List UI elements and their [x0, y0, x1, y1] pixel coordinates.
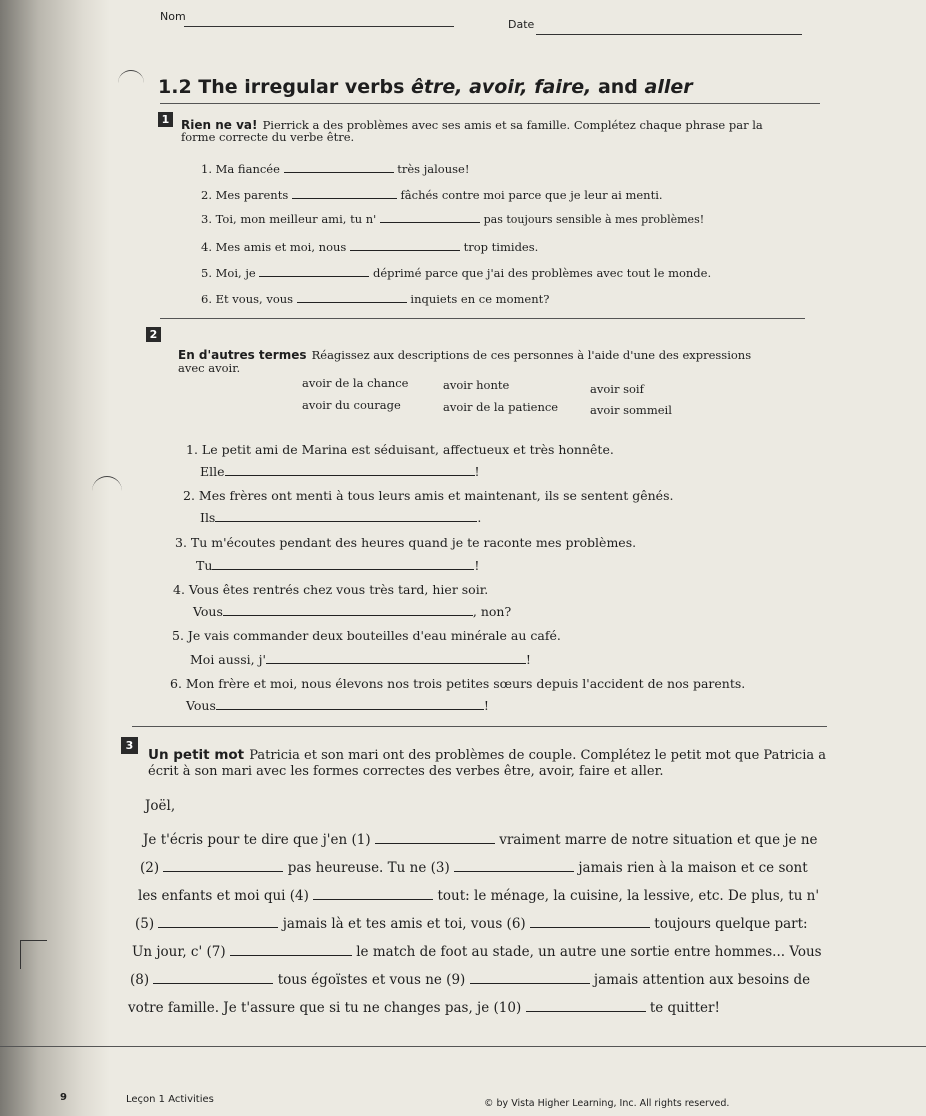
binder-ring-top	[118, 70, 144, 85]
name-blank[interactable]	[184, 26, 454, 27]
letter-line-6: (8) tous égoïstes et vous ne (9) jamais attention aux besoins de	[130, 972, 811, 988]
ex1-item-6: 6. Et vous, vous inquiets en ce moment?	[201, 292, 550, 306]
expression-bank-item: avoir du courage	[302, 398, 401, 412]
ex1-item-4: 4. Mes amis et moi, nous trop timides.	[201, 240, 539, 254]
ex2-prompt-4: 4. Vous êtes rentrés chez vous très tard, hier soir.	[173, 582, 489, 597]
lesson-label: Leçon 1 Activities	[126, 1094, 214, 1105]
ex2-answer-6: Vous !	[186, 698, 489, 713]
exercise-1-heading: Rien ne va!	[181, 118, 258, 132]
exercise-3-instructions-line2: écrit à son mari avec les formes correctes des verbes être, avoir, faire et aller.	[148, 764, 664, 779]
letter-line-2: (2) pas heureuse. Tu ne (3) jamais rien à la maison et ce sont	[140, 860, 808, 876]
answer-blank-9[interactable]	[470, 973, 590, 984]
expression-bank-item: avoir sommeil	[590, 403, 672, 417]
ex2-answer-5: Moi aussi, j' !	[190, 652, 531, 667]
answer-blank-2[interactable]	[163, 861, 283, 872]
name-label: Nom	[160, 10, 186, 23]
ex2-prompt-6: 6. Mon frère et moi, nous élevons nos trois petites sœurs depuis l'accident de nos parents.	[170, 676, 746, 691]
letter-greeting: Joël,	[145, 798, 176, 814]
answer-blank[interactable]	[292, 188, 397, 199]
exercise-3-instructions: Un petit mot Patricia et son mari ont des problèmes de couple. Complétez le petit mot que Patricia a	[148, 747, 827, 763]
date-label: Date	[508, 18, 535, 31]
answer-blank[interactable]	[212, 559, 474, 570]
ex1-item-1: 1. Ma fiancée très jalouse!	[201, 162, 470, 176]
exercise-3-heading: Un petit mot	[148, 747, 245, 763]
answer-blank-10[interactable]	[526, 1001, 646, 1012]
exercise-2-heading: En d'autres termes	[178, 348, 307, 362]
copyright: © by Vista Higher Learning, Inc. All rights reserved.	[484, 1098, 730, 1109]
exercise-2-instructions: En d'autres termes Réagissez aux descriptions de ces personnes à l'aide d'une des expressions	[178, 348, 752, 362]
ex1-item-2: 2. Mes parents fâchés contre moi parce que je leur ai menti.	[201, 188, 663, 202]
expression-bank-item: avoir soif	[590, 382, 644, 396]
expression-bank-item: avoir de la chance	[302, 376, 409, 390]
answer-blank[interactable]	[216, 699, 484, 710]
answer-blank[interactable]	[223, 605, 473, 616]
section-rule	[132, 726, 827, 727]
date-blank[interactable]	[536, 34, 802, 35]
answer-blank[interactable]	[259, 266, 369, 277]
answer-blank[interactable]	[225, 465, 475, 476]
expression-bank-item: avoir honte	[443, 378, 510, 392]
answer-blank-3[interactable]	[454, 861, 574, 872]
title-rule	[160, 103, 820, 104]
ex2-prompt-5: 5. Je vais commander deux bouteilles d'eau minérale au café.	[172, 628, 561, 643]
ex2-prompt-1: 1. Le petit ami de Marina est séduisant, affectueux et très honnête.	[186, 442, 614, 457]
binder-ring-middle	[92, 476, 122, 495]
footer-rule	[0, 1046, 926, 1047]
page-shadow	[0, 0, 110, 1116]
letter-line-5: Un jour, c' (7) le match de foot au stade, un autre une sortie entre hommes... Vous	[132, 944, 822, 960]
exercise-1-number: 1	[158, 112, 173, 127]
letter-line-7: votre famille. Je t'assure que si tu ne changes pas, je (10) te quitter!	[128, 1000, 720, 1016]
letter-line-3: les enfants et moi qui (4) tout: le ménage, la cuisine, la lessive, etc. De plus, tu n'	[138, 888, 820, 904]
answer-blank[interactable]	[266, 653, 526, 664]
binder-ring-bottom	[20, 940, 47, 969]
page-number: 9	[60, 1092, 67, 1103]
answer-blank-6[interactable]	[530, 917, 650, 928]
answer-blank-5[interactable]	[158, 917, 278, 928]
answer-blank[interactable]	[284, 162, 394, 173]
ex2-answer-1: Elle !	[200, 464, 480, 479]
answer-blank[interactable]	[215, 511, 477, 522]
letter-line-4: (5) jamais là et tes amis et toi, vous (6) toujours quelque part:	[135, 916, 808, 932]
answer-blank[interactable]	[350, 240, 460, 251]
exercise-2-number: 2	[146, 327, 161, 342]
ex2-answer-4: Vous , non?	[193, 604, 512, 619]
ex2-prompt-2: 2. Mes frères ont menti à tous leurs amis et maintenant, ils se sentent gênés.	[183, 488, 674, 503]
ex1-item-3: 3. Toi, mon meilleur ami, tu n' pas toujours sensible à mes problèmes!	[201, 212, 705, 226]
ex2-answer-2: Ils .	[200, 510, 482, 525]
answer-blank[interactable]	[297, 292, 407, 303]
expression-bank-item: avoir de la patience	[443, 400, 559, 414]
answer-blank-4[interactable]	[313, 889, 433, 900]
exercise-2-instructions-line2: avec avoir.	[178, 361, 241, 375]
answer-blank-8[interactable]	[153, 973, 273, 984]
answer-blank-1[interactable]	[375, 833, 495, 844]
exercise-1-instructions: Rien ne va! Pierrick a des problèmes avec ses amis et sa famille. Complétez chaque phrase par la	[181, 118, 763, 132]
ex2-answer-3: Tu !	[196, 558, 480, 573]
page-title: 1.2 The irregular verbs être, avoir, faire, and aller	[158, 76, 693, 98]
answer-blank-7[interactable]	[230, 945, 352, 956]
ex1-item-5: 5. Moi, je déprimé parce que j'ai des problèmes avec tout le monde.	[201, 266, 712, 280]
letter-line-1: Je t'écris pour te dire que j'en (1) vraiment marre de notre situation et que je ne	[143, 832, 818, 848]
exercise-3-number: 3	[121, 737, 138, 754]
exercise-1-instructions-line2: forme correcte du verbe être.	[181, 130, 355, 144]
answer-blank[interactable]	[380, 212, 480, 223]
section-rule	[160, 318, 805, 319]
ex2-prompt-3: 3. Tu m'écoutes pendant des heures quand je te raconte mes problèmes.	[175, 535, 637, 550]
